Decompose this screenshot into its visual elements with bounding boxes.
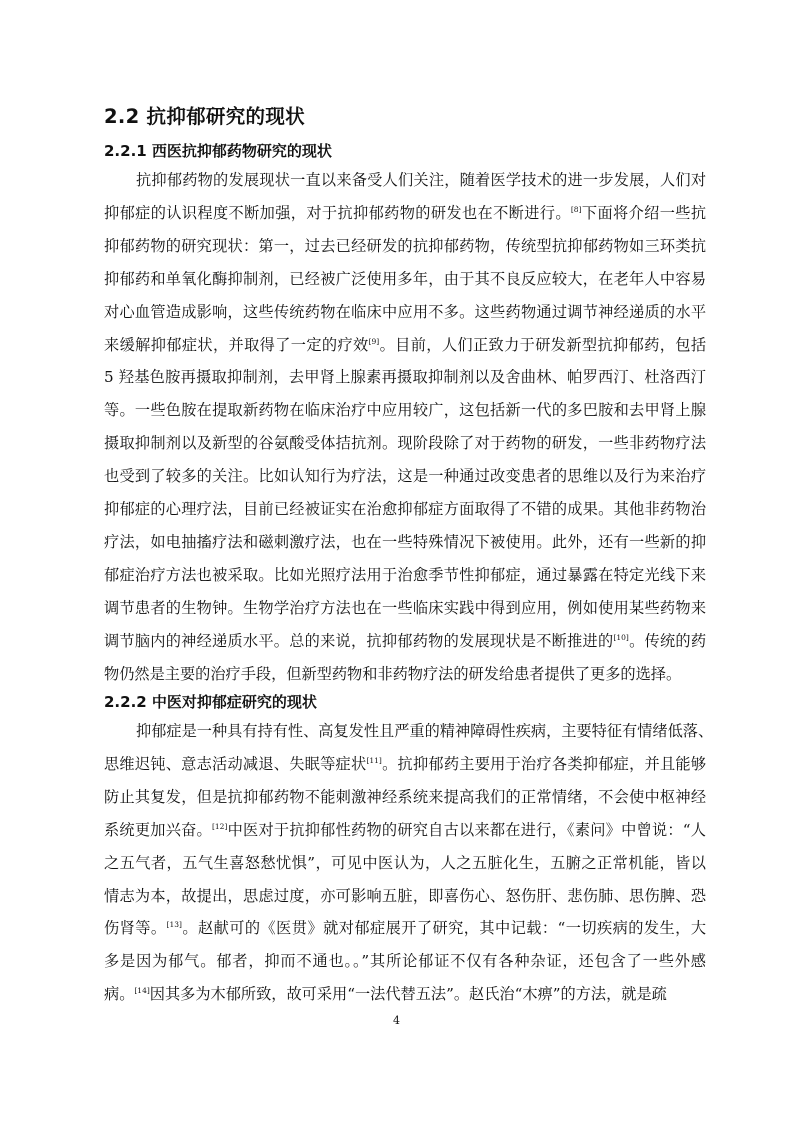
text-line bbox=[104, 951, 706, 971]
text-segment: 等。一些色胺在提取新药物在临床治疗中应用较广，这包括新一代的多巴胺和去甲肾上腺 bbox=[104, 401, 706, 420]
text-segment: 疗法，如电抽搐疗法和磁刺激疗法，也在一些特殊情况下被使用。此外，还有一些新的抑 bbox=[104, 532, 706, 551]
text-segment: 来缓解抑郁症状，并取得了一定的疗效 bbox=[104, 335, 369, 354]
text-line bbox=[104, 886, 706, 906]
citation-ref: [8] bbox=[570, 204, 582, 214]
subsection-title-chinese: 2.2.2 中医对抑郁症研究的现状 bbox=[104, 693, 317, 711]
text-line bbox=[104, 269, 706, 289]
text-segment: 也受到了较多的关注。比如认知行为疗法，这是一种通过改变患者的思维以及行为来治疗 bbox=[104, 467, 706, 486]
text-segment: 。传统的药 bbox=[628, 631, 707, 650]
text-segment: 对心血管造成影响，这些传统药物在临床中应用不多。这些药物通过调节神经递质的水平 bbox=[104, 302, 706, 321]
text-line bbox=[104, 400, 706, 420]
citation-ref: [11] bbox=[366, 755, 382, 765]
text-segment: 多是因为郁气。郁者，抑而不通也。。”其所论郁证不仅有各种杂证，还包含了一些外感 bbox=[104, 952, 706, 971]
citation-ref: [10] bbox=[613, 632, 629, 642]
text-segment: 抑郁症的心理疗法，目前已经被证实在治愈抑郁症方面取得了不错的成果。其他非药物治 bbox=[104, 500, 706, 518]
section-title: 2.2 抗抑郁研究的现状 bbox=[104, 105, 305, 128]
text-segment: 之五气者，五气生喜怒愁忧惧”，可见中医认为，人之五脏化生，五腑之正常机能，皆以 bbox=[104, 853, 706, 872]
text-segment: 中医对于抗抑郁性药物的研究自古以来都在进行，《素问》中曾说：“人 bbox=[227, 820, 706, 839]
text-segment: 。赵献可的《医贯》就对郁症展开了研究，其中记载：“一切疾病的发生，大 bbox=[181, 919, 707, 938]
text-line bbox=[104, 598, 706, 618]
text-line bbox=[104, 565, 706, 585]
text-segment: 抑郁症是一种具有持有性、高复发性且严重的精神障碍性疾病，主要特征有情绪低落、 bbox=[136, 722, 714, 740]
text-segment: 病。 bbox=[104, 985, 135, 1004]
text-line bbox=[104, 631, 706, 651]
text-line bbox=[104, 853, 706, 873]
text-segment: 抑郁药和单氧化酶抑制剂，已经被广泛使用多年，由于其不良反应较大，在老年人中容易 bbox=[104, 269, 706, 288]
text-line bbox=[104, 335, 706, 355]
text-line bbox=[104, 532, 706, 552]
text-segment: 下面将介绍一些抗 bbox=[581, 203, 706, 222]
text-line bbox=[104, 984, 704, 1004]
text-segment: 5 羟基色胺再摄取抑制剂，去甲肾上腺素再摄取抑制剂以及舍曲林、帕罗西汀、杜洛西汀 bbox=[104, 368, 706, 387]
text-segment: 因其多为木郁所致，故可采用“一法代替五法”。赵氏治“木痹”的方法，就是疏 bbox=[149, 985, 667, 1004]
text-line bbox=[136, 170, 706, 190]
text-segment: 调节脑内的神经递质水平。总的来说，抗抑郁药物的发展现状是不断推进的 bbox=[104, 631, 614, 650]
text-segment: 情志为本，故提出，思虑过度，亦可影响五脏，即喜伤心、怒伤肝、悲伤肺、思伤脾、恐 bbox=[104, 886, 706, 905]
text-line bbox=[104, 820, 706, 840]
text-segment: 抗抑郁药物的发展现状一直以来备受人们关注，随着医学技术的进一步发展，人们对 bbox=[136, 171, 706, 189]
text-segment: 郁症治疗方法也被采取。比如光照疗法用于治愈季节性抑郁症，通过暴露在特定光线下来 bbox=[104, 565, 706, 584]
citation-ref: [14] bbox=[134, 986, 150, 996]
text-line bbox=[104, 918, 706, 938]
text-line bbox=[104, 754, 706, 774]
text-segment: 伤肾等。 bbox=[104, 919, 167, 938]
citation-ref: [12] bbox=[211, 821, 228, 831]
text-segment: 防止其复发，但是抗抑郁药物不能刺激神经系统来提高我们的正常情绪，不会使中枢神经 bbox=[104, 787, 706, 806]
text-segment: 。抗抑郁药主要用于治疗各类抑郁症，并且能够 bbox=[381, 754, 707, 773]
text-line bbox=[104, 203, 706, 223]
page-number: 4 bbox=[393, 1014, 400, 1027]
text-segment: 思维迟钝、意志活动减退、失眠等症状 bbox=[104, 754, 367, 773]
text-line bbox=[104, 787, 706, 807]
text-line bbox=[136, 721, 714, 741]
text-line bbox=[104, 367, 706, 387]
text-segment: 物仍然是主要的治疗手段，但新型药物和非药物疗法的研发给患者提供了更多的选择。 bbox=[104, 664, 682, 683]
text-line bbox=[104, 433, 706, 453]
text-line bbox=[104, 664, 704, 684]
subsection-title-western: 2.2.1 西医抗抑郁药物研究的现状 bbox=[104, 142, 332, 160]
text-line bbox=[104, 499, 706, 519]
text-line bbox=[104, 302, 706, 322]
text-segment: 摄取抑制剂以及新型的谷氨酸受体拮抗剂。现阶段除了对于药物的研发，一些非药物疗法 bbox=[104, 434, 706, 453]
text-line bbox=[104, 236, 706, 256]
text-segment: 。目前，人们正致力于研发新型抗抑郁药，包括 bbox=[379, 335, 706, 354]
text-segment: 抑郁药物的研究现状：第一，过去已经研发的抗抑郁药物，传统型抗抑郁药物如三环类抗 bbox=[104, 236, 706, 255]
text-line bbox=[104, 466, 706, 486]
text-segment: 抑郁症的认识程度不断加强，对于抗抑郁药物的研发也在不断进行。 bbox=[104, 203, 571, 222]
text-segment: 调节患者的生物钟。生物学治疗方法也在一些临床实践中得到应用，例如使用某些药物来 bbox=[104, 598, 706, 617]
citation-ref: [9] bbox=[368, 336, 380, 346]
citation-ref: [13] bbox=[166, 920, 182, 930]
text-segment: 系统更加兴奋。 bbox=[104, 820, 212, 839]
